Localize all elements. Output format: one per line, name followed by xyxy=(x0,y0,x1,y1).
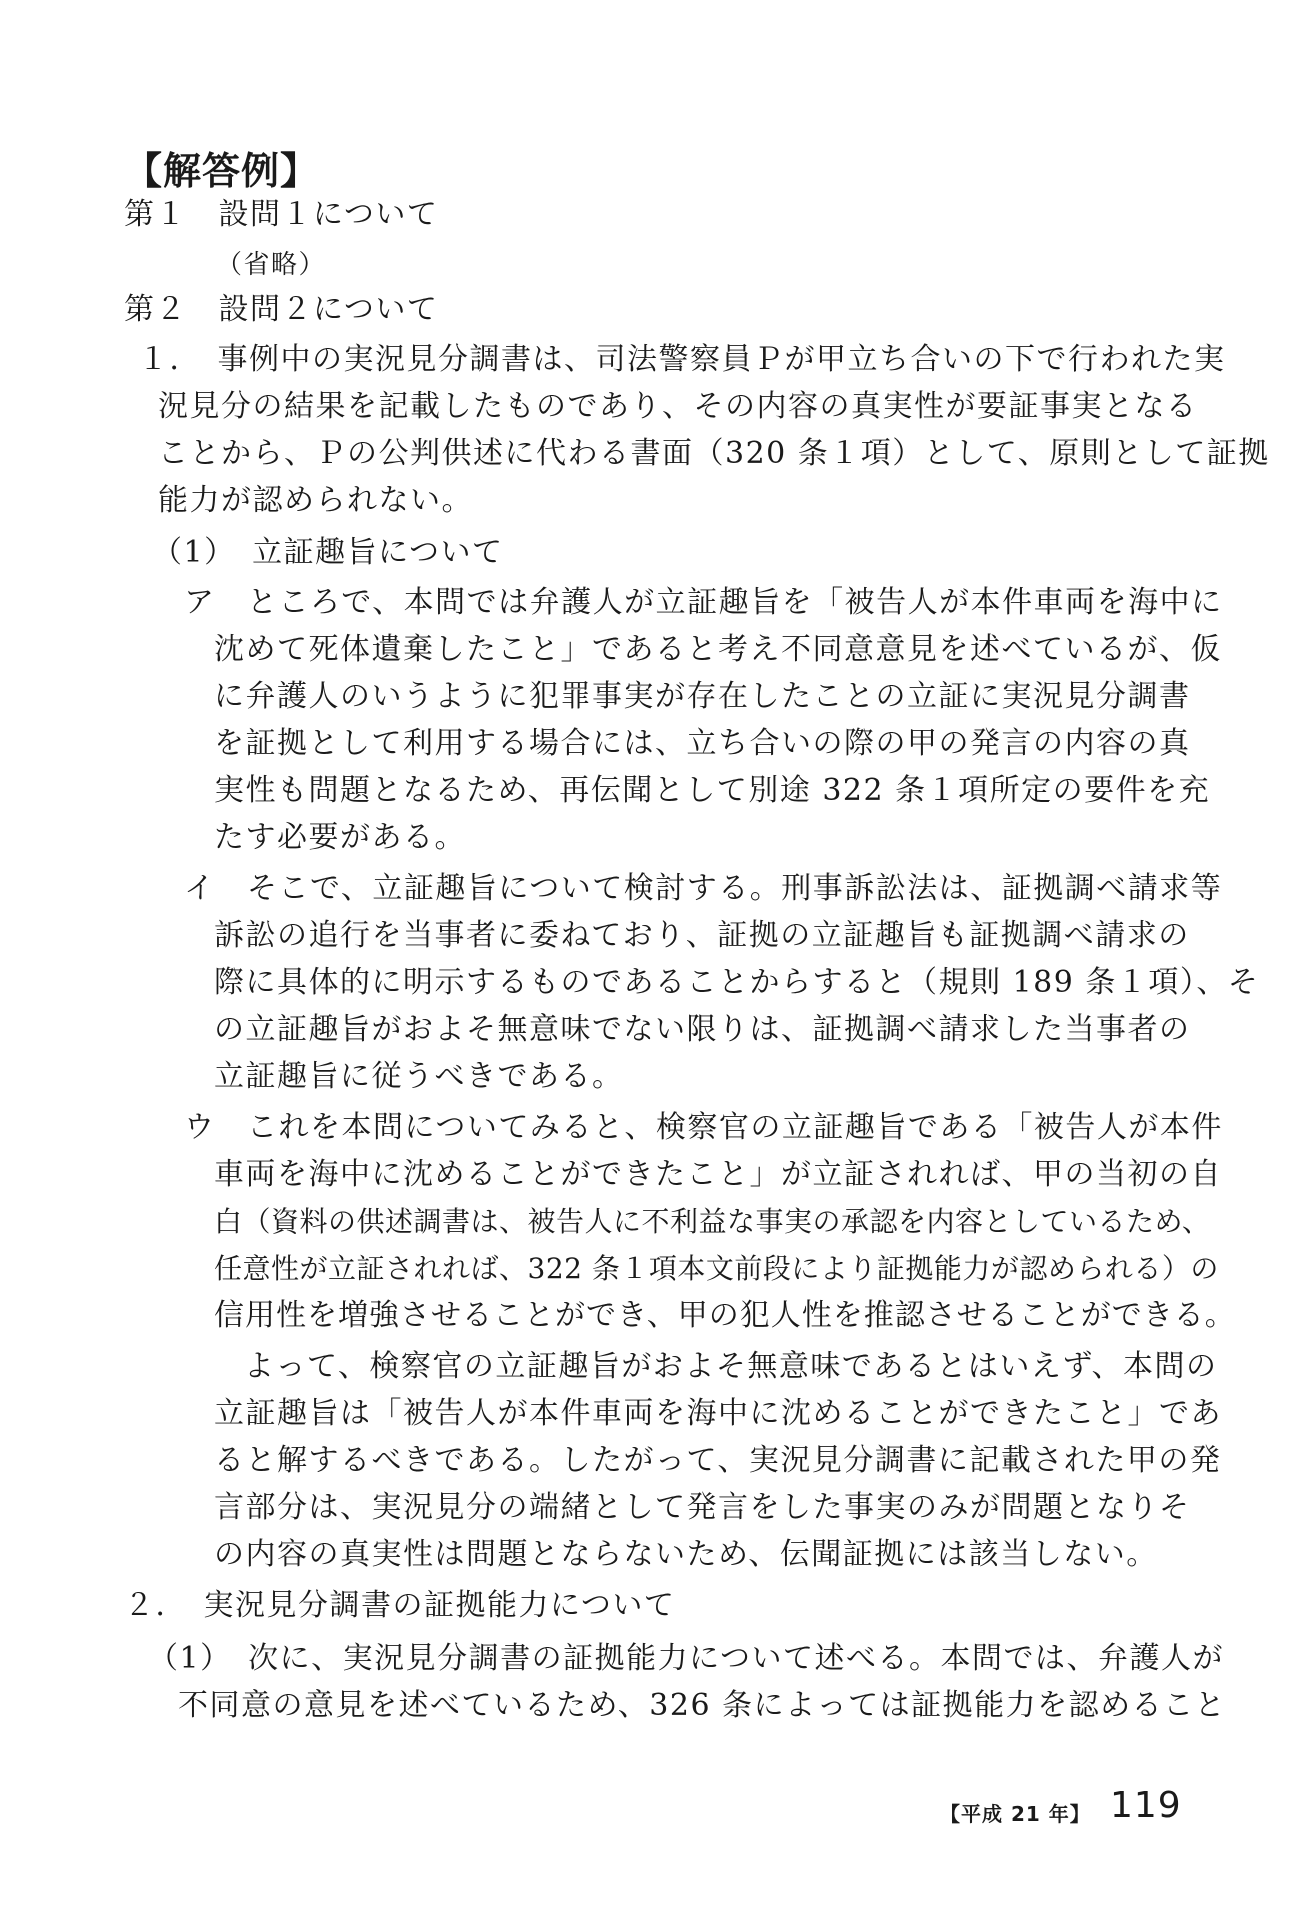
text-line: を証拠として利用する場合には、立ち合いの際の甲の発言の内容の真 xyxy=(214,726,1191,761)
text-line: 訴訟の追行を当事者に委ねており、証拠の立証趣旨も証拠調べ請求の xyxy=(214,918,1190,953)
text-line: 第２ 設問２について xyxy=(124,292,439,327)
answer-example-heading: 【解答例】 xyxy=(124,149,320,193)
text-line: ア ところで、本問では弁護人が立証趣旨を「被告人が本件車両を海中に xyxy=(184,585,1223,620)
text-line: 信用性を増強させることができ、甲の犯人性を推認させることができる。 xyxy=(214,1298,1236,1333)
text-line: （1） 次に、実況見分調書の証拠能力について述べる。本問では、弁護人が xyxy=(148,1641,1224,1676)
text-line: 実性も問題となるため、再伝聞として別途 322 条１項所定の要件を充 xyxy=(214,773,1211,808)
text-line: 沈めて死体遺棄したこと」であると考え不同意意見を述べているが、仮 xyxy=(214,632,1222,667)
text-line: 能力が認められない。 xyxy=(158,483,473,518)
text-line: に弁護人のいうように犯罪事実が存在したことの立証に実況見分調書 xyxy=(214,679,1191,714)
text-line: 任意性が立証されれば、322 条１項本文前段により証拠能力が認められる）の xyxy=(214,1252,1219,1285)
text-line: 第１ 設問１について xyxy=(124,197,439,232)
text-line: 言部分は、実況見分の端緒として発言をした事実のみが問題となりそ xyxy=(214,1490,1191,1525)
text-line: 車両を海中に沈めることができたこと」が立証されれば、甲の当初の自 xyxy=(214,1157,1222,1192)
text-line: 不同意の意見を述べているため、326 条によっては証拠能力を認めること xyxy=(178,1688,1227,1723)
text-line: よって、検察官の立証趣旨がおよそ無意味であるとはいえず、本問の xyxy=(244,1349,1218,1384)
footer-year-label: 【平成 21 年】 xyxy=(940,1802,1091,1826)
text-line: 立証趣旨は「被告人が本件車両を海中に沈めることができたこと」であ xyxy=(214,1396,1222,1431)
text-line: 白（資料の供述調書は、被告人に不利益な事実の承認を内容としているため、 xyxy=(214,1205,1211,1238)
text-line: ことから、Ｐの公判供述に代わる書面（320 条１項）として、原則として証拠 xyxy=(158,436,1270,471)
text-line: ウ これを本問についてみると、検察官の立証趣旨である「被告人が本件 xyxy=(184,1110,1223,1145)
text-line: 立証趣旨に従うべきである。 xyxy=(214,1059,624,1094)
text-line: の内容の真実性は問題とならないため、伝聞証拠には該当しない。 xyxy=(214,1537,1158,1572)
text-line: ると解するべきである。したがって、実況見分調書に記載された甲の発 xyxy=(214,1443,1222,1478)
text-line: の立証趣旨がおよそ無意味でない限りは、証拠調べ請求した当事者の xyxy=(214,1012,1191,1047)
text-line: （省略） xyxy=(216,250,327,280)
text-line: イ そこで、立証趣旨について検討する。刑事訴訟法は、証拠調べ請求等 xyxy=(184,871,1223,906)
text-line: たす必要がある。 xyxy=(214,820,466,855)
text-line: ２． 実況見分調書の証拠能力について xyxy=(124,1588,676,1623)
page-number: 119 xyxy=(1110,1785,1182,1826)
text-line: （1） 立証趣旨について xyxy=(152,535,504,570)
text-line: 際に具体的に明示するものであることからすると（規則 189 条１項）、そ xyxy=(214,965,1260,1000)
text-line: 況見分の結果を記載したものであり、その内容の真実性が要証事実となる xyxy=(158,389,1198,424)
text-line: １． 事例中の実況見分調書は、司法警察員Ｐが甲立ち合いの下で行われた実 xyxy=(138,342,1226,377)
